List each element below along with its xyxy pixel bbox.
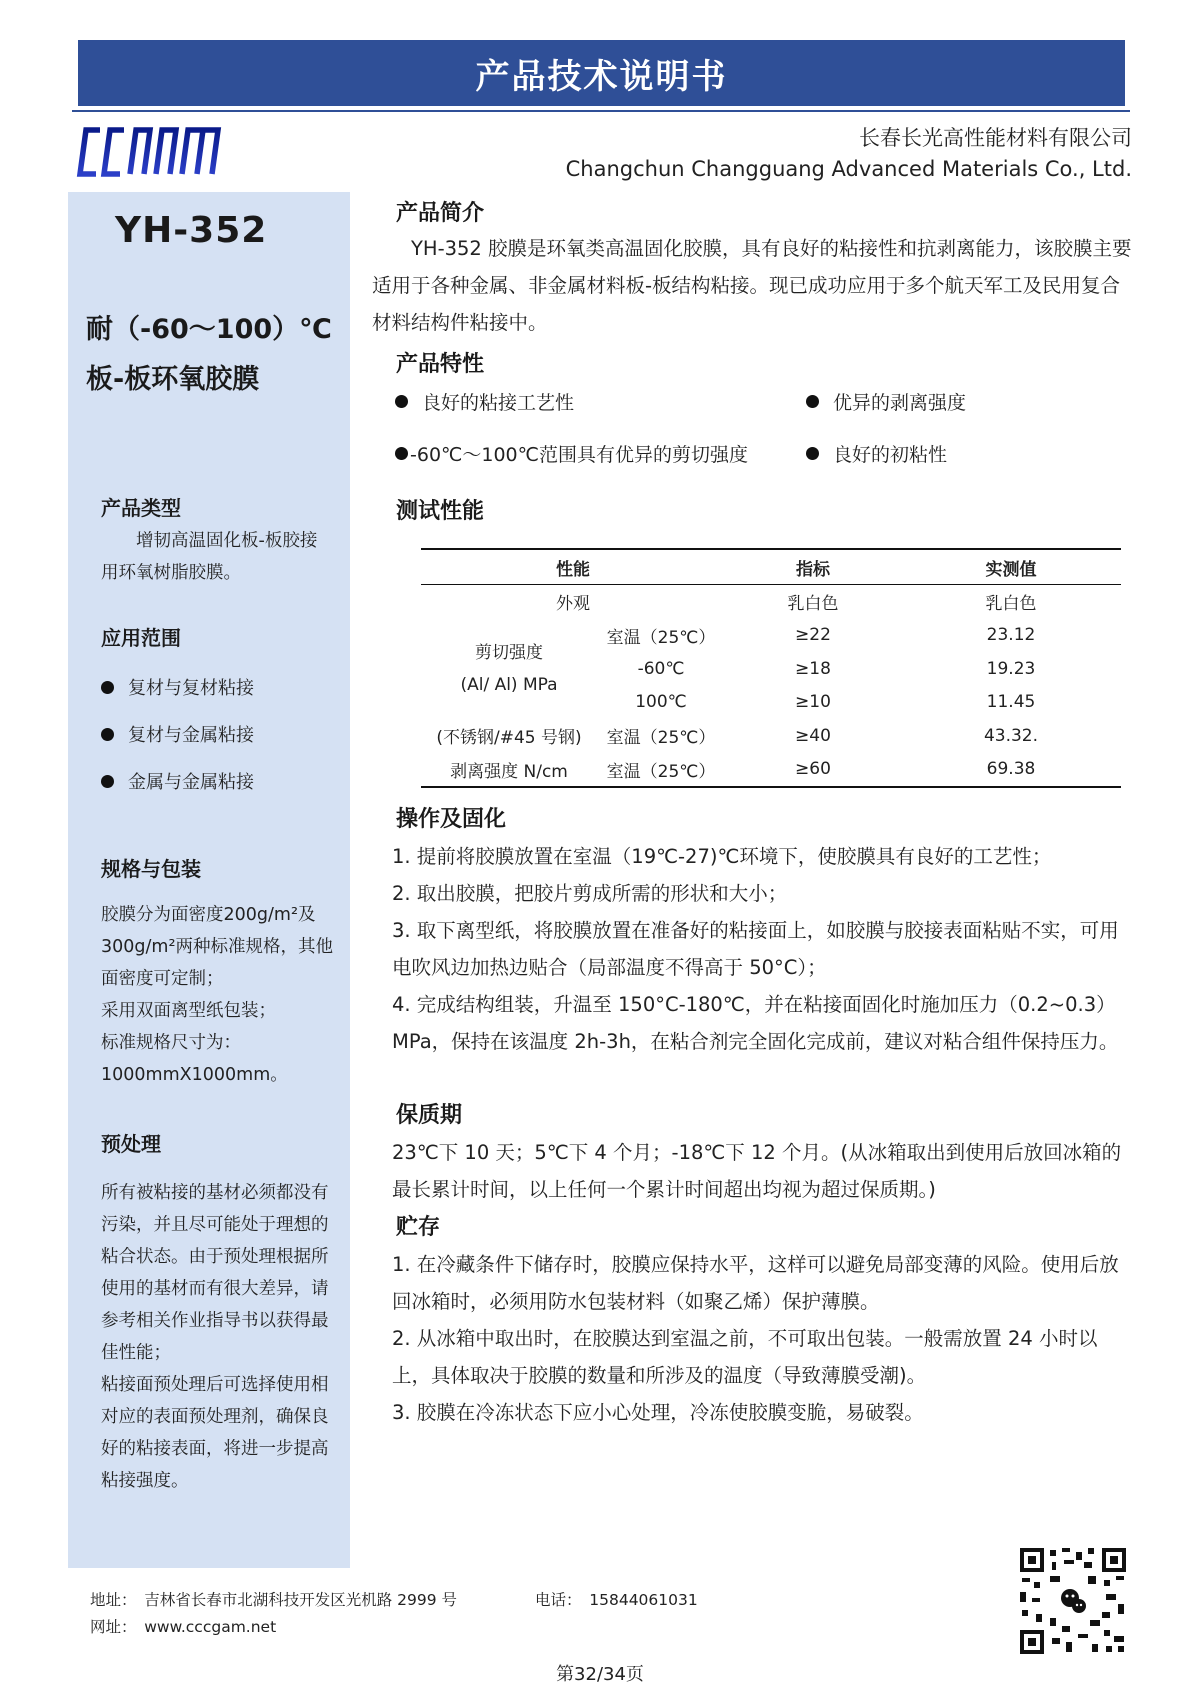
storage-item: 3. 胶膜在冷冻状态下应小心处理，冷冻使胶膜变脆，易破裂。 [392,1401,924,1424]
features-heading: 产品特性 [396,352,485,377]
cell-spec: 乳白色 [787,594,839,615]
bullet-icon [806,395,819,408]
table-header-row [421,549,1121,585]
scope-item-label: 复材与复材粘接 [128,678,254,699]
operation-step: 2. 取出胶膜，把胶片剪成所需的形状和大小； [392,882,788,905]
cell-value: 19.23 [986,658,1036,679]
cell-value: 乳白色 [985,594,1037,615]
cell-condition: 室温（25℃） [606,728,716,749]
footer-address: 地址： 吉林省长春市北湖科技开发区光机路 2999 号 [90,1591,458,1609]
operation-heading: 操作及固化 [396,807,507,832]
feature-label: 良好的粘接工艺性 [422,392,575,414]
storage-items [392,1246,1134,1431]
company-name-en: Changchun Changguang Advanced Materials Co., Ltd. [565,157,1132,181]
storage-heading: 贮存 [396,1215,441,1240]
operation-steps [392,838,1134,1060]
cell-spec: ≥60 [725,753,901,788]
cell-spec: ≥18 [795,658,831,679]
storage-item: 1. 在冷藏条件下储存时，胶膜应保持水平，这样可以避免局部变薄的风险。使用后放回冰箱时，必须用防水包装材料（如聚乙烯）保护薄膜。 [392,1253,1119,1313]
subtitle-line-2: 板-板环氧胶膜 [86,364,260,395]
cell-spec: ≥22 [795,625,831,646]
subtitle-line-1: 耐（-60～100）℃ [86,314,332,345]
spec-packaging-heading: 规格与包装 [101,857,201,881]
feature-label: -60℃～100℃范围具有优异的剪切强度 [410,444,748,466]
scope-item-label: 复材与金属粘接 [128,725,254,746]
feature-item [395,440,748,467]
header-measured: 实测值 [901,549,1121,585]
bullet-icon [101,728,114,741]
product-type-text: 增韧高温固化板-板胶接用环氧树脂胶膜。 [101,531,318,583]
cell-condition: 室温（25℃） [597,753,725,788]
footer-website: 网址： www.cccgam.net [90,1618,277,1636]
scope-item [101,674,254,700]
intro-text: YH-352 胶膜是环氧类高温固化胶膜，具有良好的粘接性和抗剥离能力，该胶膜主要适用于各种金属、非金属材料板-板结构粘接。现已成功应用于多个航天军工及民用复合材料结构件粘接中。 [372,237,1132,334]
company-logo [76,124,226,180]
product-type-heading: 产品类型 [101,496,181,520]
pretreatment-line: 所有被粘接的基材必须都没有污染，并且尽可能处于理想的粘合状态。由于预处理根据所使用的基材而有很大差异，请参考相关作业指导书以获得最佳性能； [101,1183,329,1363]
intro-heading: 产品简介 [396,201,485,226]
qr-code-icon [1018,1546,1128,1656]
test-heading: 测试性能 [396,499,485,524]
pretreatment-line: 粘接面预处理后可选择使用相对应的表面预处理剂，确保良好的粘接表面，将进一步提高粘接强度。 [101,1375,329,1491]
cell-property [421,619,597,720]
cell-condition: 100℃ [635,692,687,713]
application-scope-heading: 应用范围 [101,626,181,650]
pretreatment-heading: 预处理 [101,1132,161,1156]
scope-item [101,721,254,747]
product-model: YH-352 [115,210,268,251]
company-name-cn: 长春长光高性能材料有限公司 [859,126,1132,150]
pretreatment-text [101,1177,333,1497]
feature-item [395,388,574,415]
table-row [421,619,1121,653]
cell-spec: ≥40 [795,725,831,746]
spec-line: 采用双面离型纸包装； [101,1001,276,1021]
shear-label-2: (Al/ Al) MPa [460,674,558,695]
cell-value: 23.12 [986,625,1036,646]
spec-line: 胶膜分为面密度200g/m²及300g/m²两种标准规格，其他面密度可定制； [101,905,333,989]
feature-item [806,388,966,415]
table-row [421,753,1121,788]
header-spec: 指标 [725,549,901,585]
scope-item-label: 金属与金属粘接 [128,772,254,793]
banner-rule [72,110,1130,112]
feature-label: 优异的剥离强度 [833,392,967,414]
cell-condition: -60℃ [637,658,685,679]
page-number: 第32/34页 [556,1664,644,1685]
bullet-icon [395,395,408,408]
scope-item [101,768,254,794]
table-row [421,719,1121,753]
feature-item [806,440,947,467]
table-row [421,585,1121,619]
shelf-life-heading: 保质期 [396,1103,463,1128]
feature-label: 良好的初粘性 [833,444,948,466]
cell-value: 69.38 [901,753,1121,788]
bullet-icon [806,447,819,460]
cell-property: 剥离强度 N/cm [421,753,597,788]
cell-condition: 室温（25℃） [606,627,716,648]
operation-step: 4. 完成结构组装，升温至 150°C-180℃，并在粘接面固化时施加压力（0.2~0.3）MPa，保持在该温度 2h-3h，在粘合剂完全固化完成前，建议对粘合组件保持压力。 [392,993,1119,1053]
performance-table [421,548,1121,788]
bullet-icon [395,447,408,460]
operation-step: 3. 取下离型纸，将胶膜放置在准备好的粘接面上，如胶膜与胶接表面粘贴不实，可用电吹风边加热边贴合（局部温度不得高于 50°C）； [392,919,1119,979]
product-subtitle [86,305,332,405]
spec-packaging-text [101,899,333,1091]
shear-label-1: 剪切强度 [475,642,543,663]
cell-spec: ≥10 [795,692,831,713]
operation-step: 1. 提前将胶膜放置在室温（19℃-27)℃环境下，使胶膜具有良好的工艺性； [392,845,1052,868]
document-title-banner: 产品技术说明书 [78,40,1125,106]
storage-item: 2. 从冰箱中取出时，在胶膜达到室温之前，不可取出包装。一般需放置 24 小时以上，具体取决于胶膜的数量和所涉及的温度（导致薄膜受潮)。 [392,1327,1098,1387]
footer-phone: 电话： 15844061031 [535,1591,698,1609]
cell-property: (不锈钢/#45 号钢) [436,728,582,749]
header-property: 性能 [421,549,725,585]
cell-value: 11.45 [986,692,1036,713]
bullet-icon [101,775,114,788]
bullet-icon [101,681,114,694]
cell-property: 外观 [556,594,590,615]
spec-line: 标准规格尺寸为：1000mmX1000mm。 [101,1033,288,1085]
cell-value: 43.32. [983,725,1039,746]
shelf-life-text: 23℃下 10 天；5℃下 4 个月；-18℃下 12 个月。(从冰箱取出到使用后放回冰箱的最长累计时间，以上任何一个累计时间超出均视为超过保质期。) [392,1141,1122,1201]
